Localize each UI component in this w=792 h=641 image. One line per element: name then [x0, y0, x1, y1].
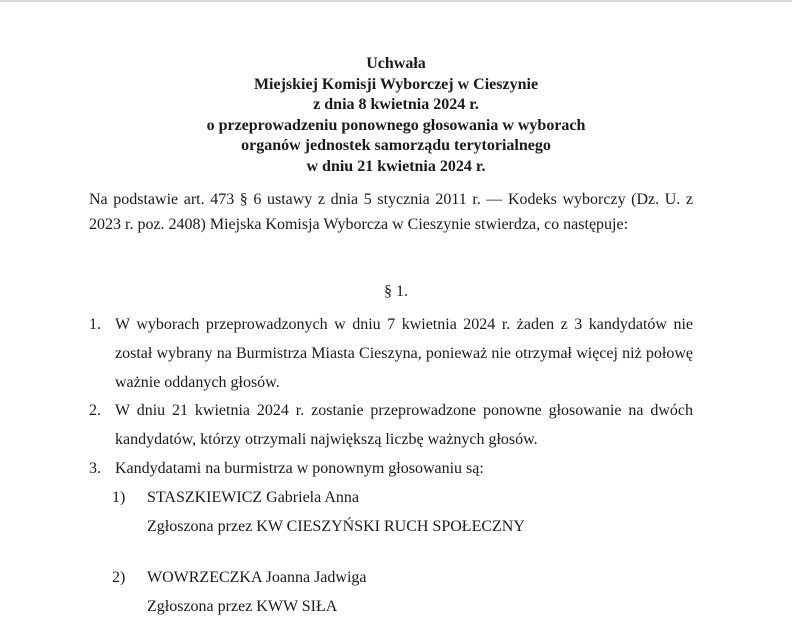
candidate-name: STASZKIEWICZ Gabriela Anna [147, 489, 359, 506]
list-item-number: 2. [89, 402, 101, 419]
candidate-name: WOWRZECZKA Joanna Jadwiga [147, 569, 367, 586]
candidate-number: 1) [112, 489, 126, 506]
resolution-date: z dnia 8 kwietnia 2024 r. [313, 96, 479, 113]
list-item-text: W dniu 21 kwietnia 2024 r. zostanie przeprowadzone ponowne głosowanie na dwóch kandydatów, którzy otrzymali największą liczbę ważnych głosów. [115, 402, 693, 448]
list-item-number: 1. [89, 316, 101, 333]
list-item-text: W wyborach przeprowadzonych w dniu 7 kwietnia 2024 r. żaden z 3 kandydatów nie został wybrany na Burmistrza Miasta Cieszyna, ponieważ nie otrzymał więcej niż połowę ważnie oddanych głosów. [115, 316, 693, 391]
candidate-nominated-by: Zgłoszona przez KWW SIŁA [147, 598, 338, 615]
page-top-edge [0, 0, 792, 2]
resolution-subject-1: o przeprowadzeniu ponownego głosowania w wyborach [206, 116, 586, 134]
candidate-entry [112, 563, 672, 621]
resolution-title: Uchwała [366, 55, 426, 72]
issuing-body: Miejskiej Komisji Wyborczej w Cieszynie [253, 75, 539, 93]
list-item [89, 310, 693, 397]
candidate-number: 2) [112, 569, 126, 586]
candidate-entry [112, 483, 672, 541]
list-item-number: 3. [89, 460, 101, 477]
legal-basis-paragraph: Na podstawie art. 473 § 6 ustawy z dnia 5 stycznia 2011 r. — Kodeks wyborczy (Dz. U. z 2023 r. poz. 2408) Miejska Komisja Wyborcza w Cieszynie stwierdza, co następuje: [89, 191, 693, 233]
list-item-text: Kandydatami na burmistrza w ponownym głosowaniu są: [115, 460, 484, 477]
resolution-subject-3: w dniu 21 kwietnia 2024 r. [306, 157, 486, 175]
section-mark: § 1. [384, 283, 408, 300]
list-item [89, 454, 693, 483]
list-item [89, 396, 693, 454]
candidate-nominated-by: Zgłoszona przez KW CIESZYŃSKI RUCH SPOŁECZNY [147, 518, 525, 535]
resolution-header [0, 54, 792, 177]
resolution-subject-2: organów jednostek samorządu terytorialnego [241, 137, 551, 154]
